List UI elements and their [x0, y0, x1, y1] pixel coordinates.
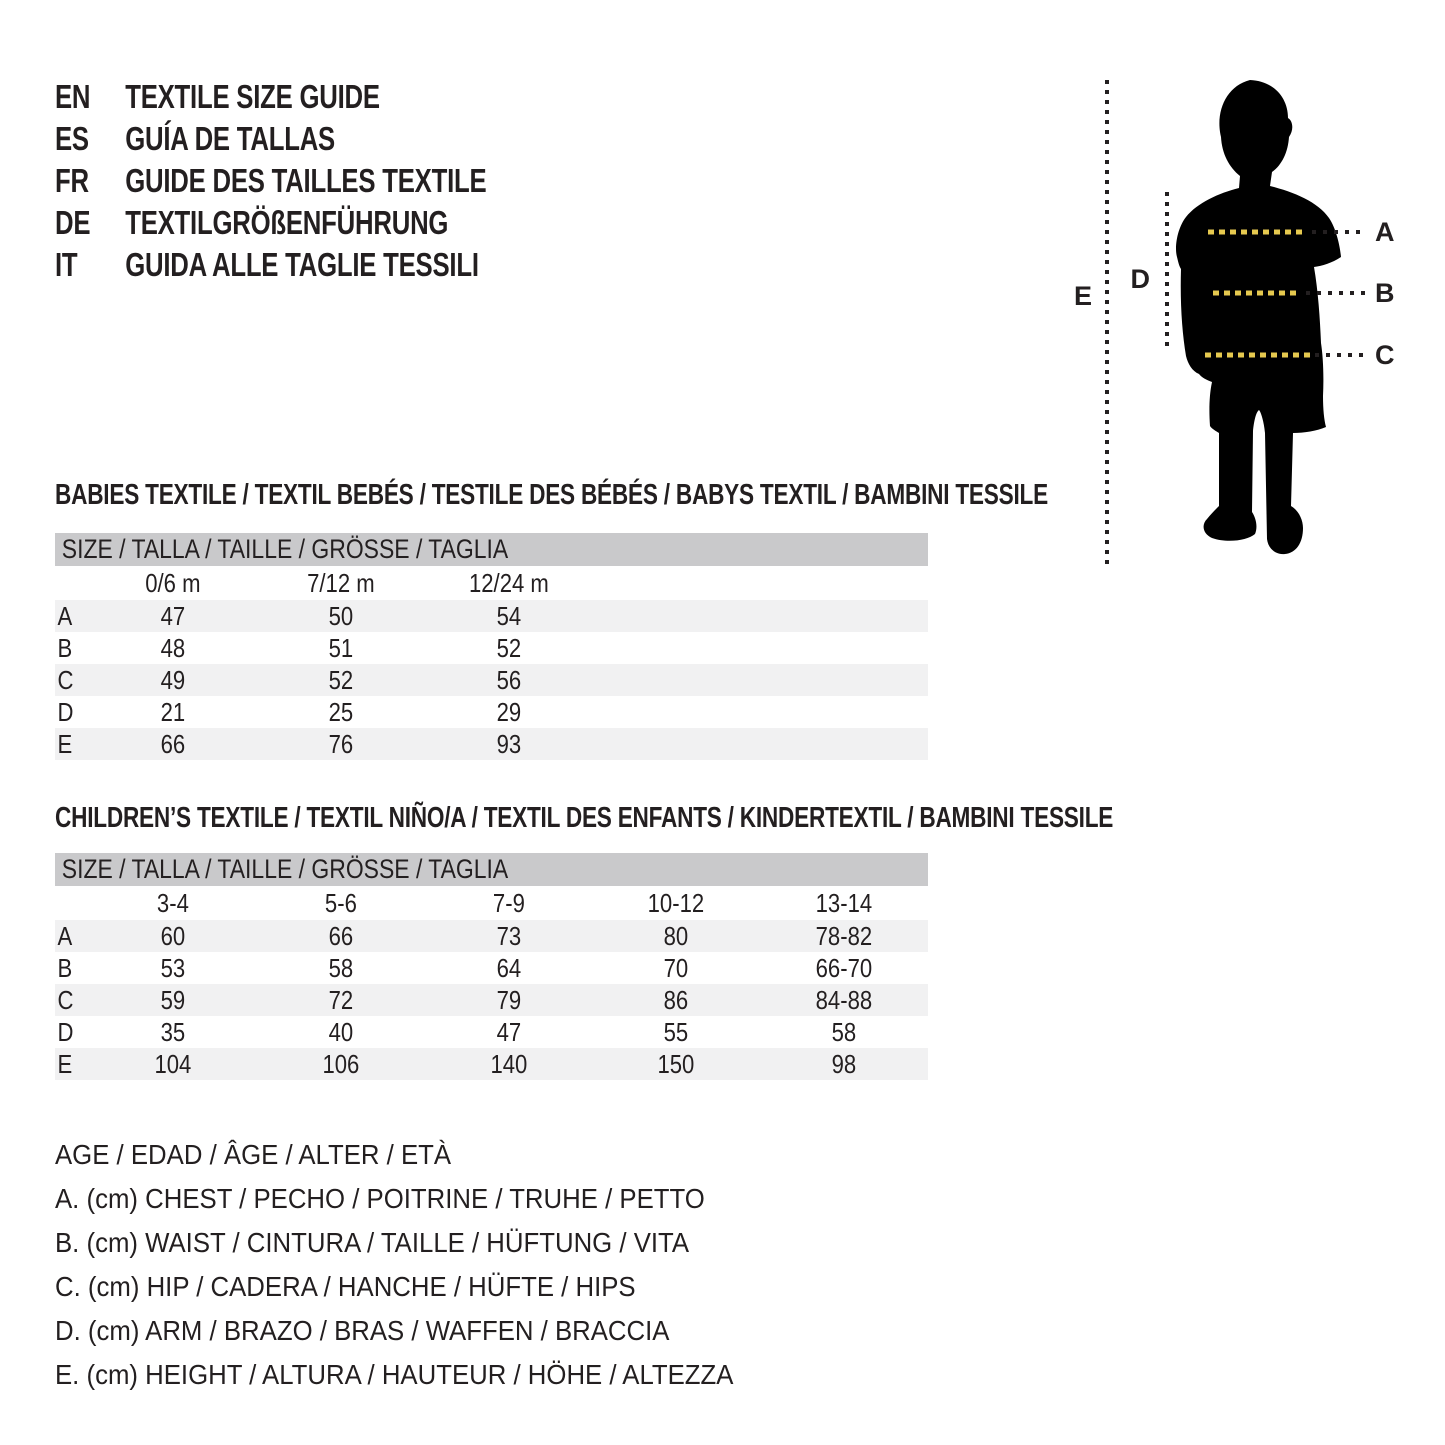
- table-cell: 55: [663, 1016, 689, 1047]
- table-cell: 66-70: [815, 952, 873, 983]
- table-cell: 66: [328, 920, 353, 951]
- table-cell: 35: [160, 1016, 186, 1047]
- table-row: [55, 1016, 928, 1048]
- legend-line-waist: B. (cm) WAIST / CINTURA / TAILLE / HÜFTUNG / VITA: [55, 1227, 690, 1258]
- language-title-block: [55, 76, 608, 286]
- children-section-title: CHILDREN’S TEXTILE / TEXTIL NIÑO/A / TEXTIL DES ENFANTS / KINDERTEXTIL / BAMBINI TESSILE: [55, 802, 1114, 834]
- waist-label: B: [1375, 278, 1395, 308]
- size-header-text: SIZE / TALLA / TAILLE / GRÖSSE / TAGLIA: [61, 854, 509, 884]
- table-cell: 53: [160, 952, 186, 983]
- chest-label: A: [1375, 217, 1395, 247]
- column-header: 3-4: [156, 887, 189, 918]
- table-cell: 40: [328, 1016, 353, 1047]
- table-row: [55, 920, 928, 952]
- table-cell: 51: [328, 632, 353, 663]
- row-label: E: [57, 1048, 73, 1079]
- lang-row-en: [55, 76, 486, 118]
- table-cell: 58: [831, 1016, 857, 1047]
- row-label: C: [57, 664, 74, 695]
- table-cell: 140: [490, 1048, 527, 1079]
- table-row: [55, 728, 928, 760]
- lang-code: ES: [55, 120, 89, 157]
- column-header: 7-9: [492, 887, 525, 918]
- table-cell: 49: [160, 664, 186, 695]
- lang-row-fr: [55, 160, 486, 202]
- lang-title: GUIDE DES TAILLES TEXTILE: [125, 162, 487, 199]
- height-label: E: [1073, 281, 1092, 311]
- children-size-table: [55, 853, 928, 1080]
- children-size-header-bar: [55, 853, 928, 886]
- lang-title: TEXTILE SIZE GUIDE: [125, 78, 380, 115]
- table-cell: 72: [328, 984, 353, 1015]
- table-cell: 104: [154, 1048, 192, 1079]
- table-row: [55, 664, 928, 696]
- legend-line-height: E. (cm) HEIGHT / ALTURA / HAUTEUR / HÖHE / ALTEZZA: [55, 1359, 734, 1390]
- table-cell: 47: [160, 600, 186, 631]
- babies-column-header-row: [55, 566, 928, 600]
- column-header: 10-12: [648, 887, 705, 918]
- table-cell: 58: [328, 952, 353, 983]
- row-label: B: [57, 952, 73, 983]
- table-cell: 52: [496, 632, 521, 663]
- arm-label: D: [1130, 264, 1150, 294]
- lang-row-es: [55, 118, 486, 160]
- legend-line-hip: C. (cm) HIP / CADERA / HANCHE / HÜFTE / HIPS: [55, 1271, 636, 1302]
- table-cell: 78-82: [815, 920, 873, 951]
- table-cell: 47: [496, 1016, 521, 1047]
- table-cell: 98: [831, 1048, 857, 1079]
- column-header: 12/24 m: [468, 567, 549, 598]
- table-cell: 50: [328, 600, 353, 631]
- lang-title: GUIDA ALLE TAGLIE TESSILI: [125, 246, 479, 283]
- table-row: [55, 600, 928, 632]
- table-row: [55, 952, 928, 984]
- lang-code: DE: [55, 204, 91, 241]
- table-row: [55, 1048, 928, 1080]
- lang-code: IT: [55, 246, 78, 283]
- table-cell: 21: [160, 696, 186, 727]
- lang-title: GUÍA DE TALLAS: [125, 120, 335, 157]
- measurement-diagram: [1060, 60, 1445, 590]
- column-header: 13-14: [815, 887, 873, 918]
- table-cell: 86: [663, 984, 689, 1015]
- lang-code: FR: [55, 162, 89, 199]
- measurement-legend: [55, 1133, 792, 1397]
- lang-row-it: [55, 244, 486, 286]
- row-label: B: [57, 632, 73, 663]
- babies-section-title: BABIES TEXTILE / TEXTIL BEBÉS / TESTILE DES BÉBÉS / BABYS TEXTIL / BAMBINI TESSILE: [55, 479, 1048, 511]
- legend-line-chest: A. (cm) CHEST / PECHO / POITRINE / TRUHE / PETTO: [55, 1183, 705, 1214]
- row-label: A: [57, 600, 73, 631]
- row-label: D: [57, 1016, 74, 1047]
- table-cell: 64: [496, 952, 521, 983]
- column-header: 5-6: [324, 887, 357, 918]
- size-header-text: SIZE / TALLA / TAILLE / GRÖSSE / TAGLIA: [61, 534, 509, 564]
- table-cell: 29: [496, 696, 521, 727]
- table-cell: 73: [496, 920, 521, 951]
- table-cell: 76: [328, 728, 353, 759]
- child-silhouette: [1176, 80, 1341, 554]
- table-cell: 66: [160, 728, 186, 759]
- table-cell: 150: [657, 1048, 695, 1079]
- table-cell: 84-88: [815, 984, 873, 1015]
- table-cell: 60: [160, 920, 186, 951]
- hip-label: C: [1375, 340, 1395, 370]
- lang-title: TEXTILGRÖßENFÜHRUNG: [125, 204, 449, 241]
- table-cell: 56: [496, 664, 521, 695]
- table-row: [55, 696, 928, 728]
- table-cell: 52: [328, 664, 353, 695]
- table-cell: 59: [160, 984, 186, 1015]
- lang-code: EN: [55, 78, 91, 115]
- table-cell: 70: [663, 952, 689, 983]
- children-column-header-row: [55, 886, 928, 920]
- lang-row-de: [55, 202, 486, 244]
- row-label: C: [57, 984, 74, 1015]
- table-cell: 25: [328, 696, 353, 727]
- row-label: A: [57, 920, 73, 951]
- table-cell: 106: [322, 1048, 360, 1079]
- babies-size-header-bar: [55, 533, 928, 566]
- legend-line-arm: D. (cm) ARM / BRAZO / BRAS / WAFFEN / BRACCIA: [55, 1315, 670, 1346]
- row-label: E: [57, 728, 73, 759]
- column-header: 0/6 m: [145, 567, 201, 598]
- table-cell: 79: [496, 984, 521, 1015]
- legend-line-age: AGE / EDAD / ÂGE / ALTER / ETÀ: [55, 1139, 452, 1170]
- table-row: [55, 632, 928, 664]
- row-label: D: [57, 696, 74, 727]
- babies-size-table: [55, 533, 928, 760]
- table-cell: 80: [663, 920, 689, 951]
- column-header: 7/12 m: [306, 567, 375, 598]
- table-row: [55, 984, 928, 1016]
- table-cell: 93: [496, 728, 521, 759]
- table-cell: 54: [496, 600, 521, 631]
- table-cell: 48: [160, 632, 186, 663]
